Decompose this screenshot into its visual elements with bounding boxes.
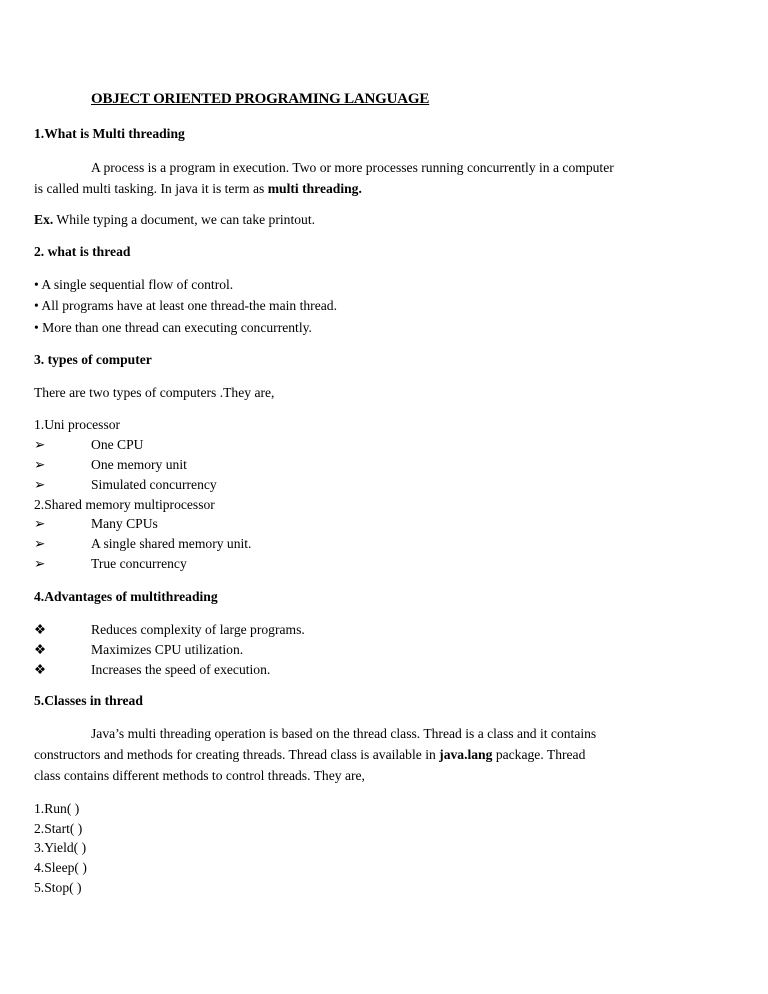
section-2-heading: 2. what is thread — [34, 244, 131, 259]
list-item-text: Reduces complexity of large programs. — [91, 622, 305, 637]
java-lang-term: java.lang — [439, 747, 493, 762]
list-item-text: One memory unit — [91, 457, 187, 472]
example-label: Ex. — [34, 212, 54, 227]
section-5-paragraph-line-2 — [34, 747, 585, 763]
section-5-paragraph-text: constructors and methods for creating threads. Thread class is available in — [34, 747, 440, 762]
bullet-item — [34, 298, 337, 314]
arrow-bullet-icon: ➢ — [34, 457, 46, 472]
list-item-text: Increases the speed of execution. — [91, 662, 271, 677]
list-item — [0, 662, 768, 680]
method-list-item: 1.Run( ) — [34, 801, 80, 816]
uni-processor-label: 1.Uni processor — [34, 417, 121, 432]
section-1-paragraph-line-2 — [34, 181, 362, 197]
list-item-text: Simulated concurrency — [91, 477, 217, 492]
diamond-bullet-icon: ❖ — [34, 662, 47, 677]
arrow-bullet-icon: ➢ — [34, 477, 46, 492]
list-item — [0, 622, 768, 640]
section-1-paragraph-text: is called multi tasking. In java it is term as — [34, 181, 268, 196]
list-item-text: A single shared memory unit. — [91, 536, 252, 551]
method-list-item: 2.Start( ) — [34, 821, 83, 836]
multi-threading-term: multi threading. — [267, 181, 362, 196]
bullet-text: More than one thread can executing concurrently. — [42, 320, 312, 335]
arrow-bullet-icon: ➢ — [34, 536, 46, 551]
method-list-item: 5.Stop( ) — [34, 880, 82, 895]
shared-memory-label: 2.Shared memory multiprocessor — [34, 497, 215, 512]
section-4-heading: 4.Advantages of multithreading — [34, 589, 218, 604]
bullet-item — [34, 277, 233, 293]
bullet-text: All programs have at least one thread-the main thread. — [41, 298, 337, 313]
method-list-item: 3.Yield( ) — [34, 840, 87, 855]
list-item-text: True concurrency — [91, 556, 187, 571]
method-list-item: 4.Sleep( ) — [34, 860, 87, 875]
list-item — [0, 516, 768, 534]
diamond-bullet-icon: ❖ — [34, 622, 47, 637]
list-item — [0, 437, 768, 455]
section-5-paragraph-text: package. Thread — [492, 747, 586, 762]
section-1-heading: 1.What is Multi threading — [34, 126, 185, 141]
list-item — [0, 642, 768, 660]
section-5-paragraph-line-1: Java’s multi threading operation is based on the thread class. Thread is a class and it contains — [91, 726, 597, 741]
list-item-text: Many CPUs — [91, 516, 158, 531]
section-3-heading: 3. types of computer — [34, 352, 152, 367]
arrow-bullet-icon: ➢ — [34, 516, 46, 531]
list-item-text: Maximizes CPU utilization. — [91, 642, 244, 657]
page-title: OBJECT ORIENTED PROGRAMING LANGUAGE — [91, 91, 430, 107]
bullet-icon: • — [34, 320, 39, 335]
list-item — [0, 477, 768, 495]
list-item — [0, 536, 768, 554]
section-3-intro: There are two types of computers .They are, — [34, 385, 275, 400]
arrow-bullet-icon: ➢ — [34, 437, 46, 452]
bullet-item — [34, 320, 312, 336]
section-1-paragraph-line-1: A process is a program in execution. Two or more processes running concurrently in a computer — [91, 160, 614, 175]
arrow-bullet-icon: ➢ — [34, 556, 46, 571]
example-text: While typing a document, we can take printout. — [53, 212, 315, 227]
list-item — [0, 457, 768, 475]
bullet-icon: • — [34, 277, 39, 292]
list-item — [0, 556, 768, 574]
section-5-paragraph-line-3: class contains different methods to control threads. They are, — [34, 768, 365, 783]
list-item-text: One CPU — [91, 437, 144, 452]
diamond-bullet-icon: ❖ — [34, 642, 47, 657]
bullet-text: A single sequential flow of control. — [41, 277, 234, 292]
section-5-heading: 5.Classes in thread — [34, 693, 143, 708]
bullet-icon: • — [34, 298, 39, 313]
example-line — [34, 212, 315, 228]
